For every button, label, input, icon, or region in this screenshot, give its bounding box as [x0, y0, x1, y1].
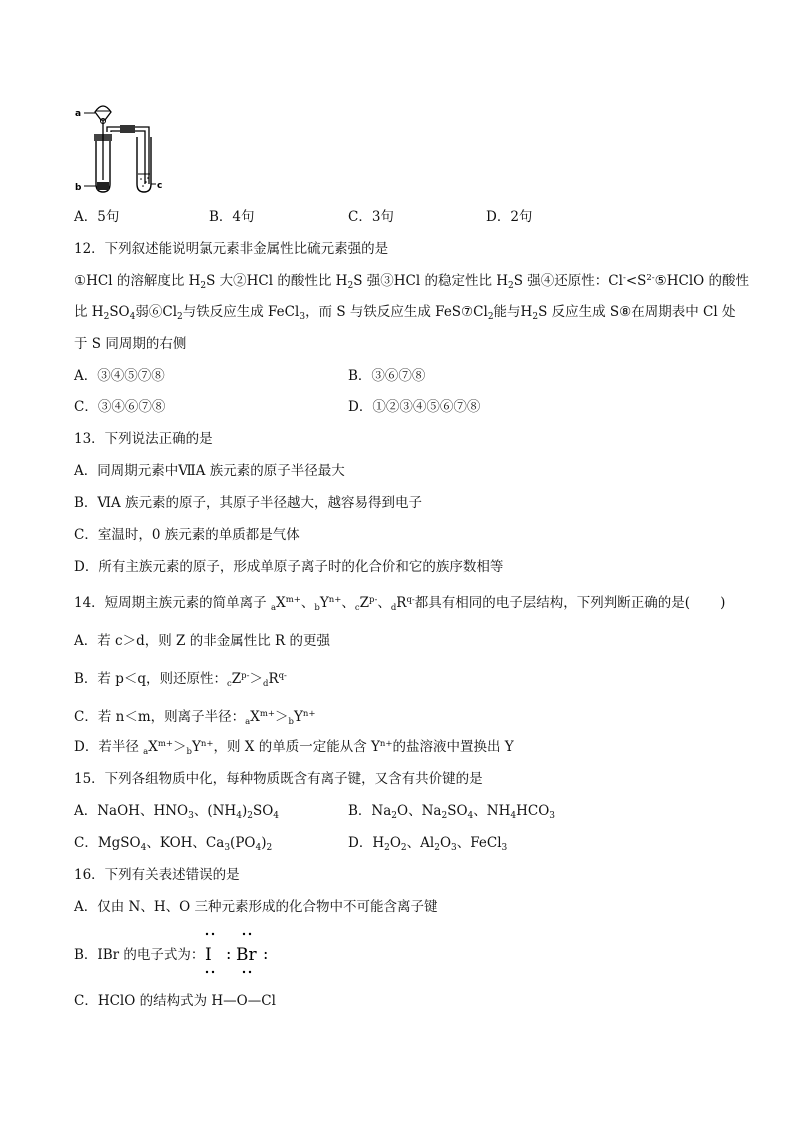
- q15-option-b[interactable]: B．$Na_2O$、$Na_2SO_4$、$NH_4HCO_3$: [348, 803, 555, 821]
- q15-option-d[interactable]: D．$H_2O_2$、$Al_2O_3$、FeCl$_3$: [348, 835, 508, 853]
- q16-option-a[interactable]: A．仅由 N、H、O 三种元素形成的化合物中不可能含离子键: [74, 899, 438, 915]
- q12-statement-line-1: ①HCl 的溶解度比 $H_2S$ 大②HCl 的酸性比 $H_2S$ 强③HCl 的稳定性比 $H_2S$ 强④还原性：$Cl^-<S^{2-}⑤HClO$ 的酸性: [74, 273, 750, 291]
- apparatus-figure: [74, 100, 164, 195]
- q11-option-d[interactable]: D．2句: [486, 209, 533, 225]
- q12-option-d[interactable]: D．①②③④⑤⑥⑦⑧: [348, 399, 481, 415]
- q16-stem: 16．下列有关表述错误的是: [74, 867, 240, 883]
- q14-option-b[interactable]: B．若 p＜q，则还原性：$_cZ^{p-}>_dR^{q-}$: [74, 671, 287, 689]
- q13-stem: 13．下列说法正确的是: [74, 431, 213, 447]
- q13-option-a[interactable]: A．同周期元素中ⅦA 族元素的原子半径最大: [74, 463, 345, 479]
- q11-option-a[interactable]: A．5句: [74, 209, 120, 225]
- q15-stem: 15．下列各组物质中化，每种物质既含有离子键，又含有共价键的是: [74, 771, 483, 787]
- q14-stem: 14．短周期主族元素的简单离子 $_aX^{m+}$、$_bY^{n+}$、$_cZ^{p-}$、$_dR^{q-}$都具有相同的电子层结构，下列判断正确的是( ): [74, 595, 726, 613]
- q13-option-b[interactable]: B．ⅥA 族元素的原子，其原子半径越大，越容易得到电子: [74, 495, 423, 511]
- q12-option-b[interactable]: B．③⑥⑦⑧: [348, 368, 426, 384]
- lewis-shared-pair: :: [226, 944, 232, 963]
- q14-option-d[interactable]: D．若半径 $_aX^{m+}>_bY^{n+}$，则 X 的单质一定能从含 $Y^{n+}$的盐溶液中置换出 Y: [74, 739, 514, 757]
- q16-option-c[interactable]: C．HClO 的结构式为 H—O—Cl: [74, 993, 276, 1009]
- q12-stem: 12．下列叙述能说明氯元素非金属性比硫元素强的是: [74, 241, 389, 257]
- q14-option-a[interactable]: A．若 c＞d，则 Z 的非金属性比 R 的更强: [74, 633, 330, 649]
- lewis-lone-pair: :: [263, 944, 269, 963]
- q12-statement-line-3: 于 S 同周期的右侧: [74, 336, 187, 352]
- lewis-atom-br: Br: [236, 945, 257, 965]
- ibr-lewis-structure: [200, 930, 280, 976]
- q13-option-c[interactable]: C．室温时，0 族元素的单质都是气体: [74, 527, 300, 543]
- q11-option-b[interactable]: B．4句: [209, 209, 255, 225]
- q16-option-b[interactable]: B．IBr 的电子式为：: [74, 947, 205, 963]
- q13-option-d[interactable]: D．所有主族元素的原子，形成单原子离子时的化合价和它的族序数相等: [74, 559, 504, 575]
- q14-option-c[interactable]: C．若 n＜m，则离子半径：$_aX^{m+}>_bY^{n+}$: [74, 709, 316, 727]
- q12-option-a[interactable]: A．③④⑤⑦⑧: [74, 368, 165, 384]
- label-b: b: [75, 183, 82, 193]
- q12-option-c[interactable]: C．③④⑥⑦⑧: [74, 399, 166, 415]
- q15-option-a[interactable]: A．NaOH、$HNO_3$、$(NH_4)_2SO_4$: [74, 803, 280, 821]
- lewis-atom-i: I: [205, 945, 212, 965]
- q11-option-c[interactable]: C．3句: [348, 209, 394, 225]
- q15-option-c[interactable]: C．MgSO$_4$、KOH、$Ca_3(PO_4)_2$: [74, 835, 273, 853]
- q12-statement-line-2: 比 $H_2SO_4$弱$⑥Cl_2$与铁反应生成 FeCl$_3$，而 S 与铁反应生成 $FeS⑦Cl_2$能与$H_2S$ 反应生成 S⑧在周期表中 Cl 处: [74, 304, 736, 322]
- label-c: c: [157, 181, 163, 191]
- label-a: a: [75, 109, 82, 119]
